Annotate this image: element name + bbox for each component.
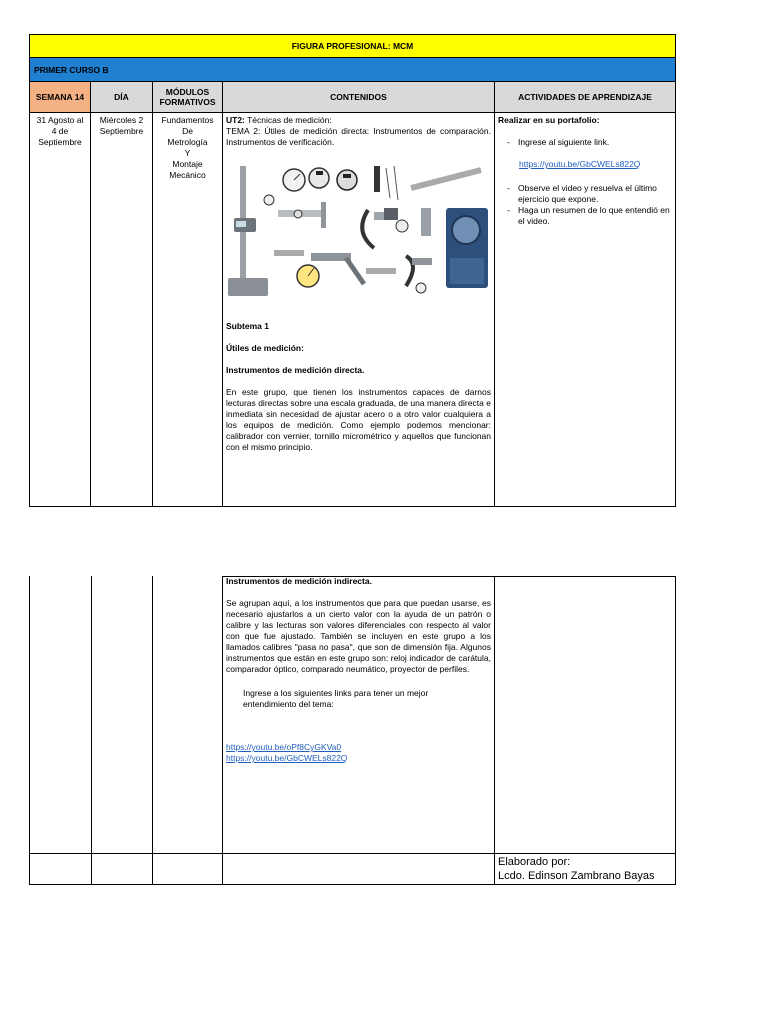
row2-actividades-cell [495,576,676,853]
ut-text: Técnicas de medición: [244,115,332,125]
instruments-illustration [226,158,491,303]
directa-paragraph: En este grupo, que tienen los instrumentos capaces de darnos lecturas directas sobre una escala graduada, de una manera directa e inmediata sin necesidad de ajustar acero o a otro valor cualquiera a los equipos de medición. Como ejemplo podemos mencionar: calibrador con vernier, tornillo micrométrico y aquellos que funcionan con el mismo principio. [226,387,491,452]
footer-contenidos-cell [223,853,495,885]
subtema-text: Subtema 1 [226,321,269,331]
link-2-line [226,753,491,764]
figura-profesional-header [29,34,676,58]
autor-name: Lcdo. Edinson Zambrano Bayas [498,870,655,882]
col-dia [91,82,153,113]
actividad-bullet-1 [498,137,672,148]
curso-text: PRIMER CURSO B [34,64,109,75]
actividad-bullet-1-text: Ingrese al siguiente link. [518,137,610,147]
col-semana-label: SEMANA 14 [35,92,85,102]
curso-header [29,58,676,82]
modulo-line-3: Metrología [167,137,208,147]
row1-contenidos-cell [223,113,495,507]
dia-line-1: Miércoles 2 [99,115,144,125]
row2-semana-cell [29,576,92,853]
footer-dia-cell [91,853,153,885]
fecha-line-2: 4 de [51,126,69,136]
modulo-line-1: Fundamentos [161,115,214,125]
figura-profesional-text: FIGURA PROFESIONAL: MCM [291,41,414,51]
link-1-line [226,742,491,753]
col-dia-label: DÍA [114,92,129,102]
row1-dia-cell [91,113,153,507]
col-modulos [153,82,223,113]
modulo-line-4: Y [184,148,191,158]
modulo-line-5: Montaje [172,159,203,169]
modulo-line-2: De [182,126,193,136]
actividad-bullet-3-text: Haga un resumen de lo que entendió en el video. [518,205,670,226]
modulo-line-6: Mecánico [169,170,206,180]
actividades-intro: Realizar en su portafolio: [498,115,600,125]
actividad-link-line [498,159,672,170]
actividad-bullet-3 [498,205,672,227]
col-modulos-label-2: FORMATIVOS [159,97,216,107]
footer-modulo-cell [153,853,223,885]
col-actividades-label: ACTIVIDADES DE APRENDIZAJE [518,92,652,102]
video-link-1[interactable]: https://youtu.be/oPf8CyGKVa0 [226,742,342,752]
measuring-instruments-image [226,158,491,303]
col-semana [29,82,91,113]
indirecta-paragraph: Se agrupan aquí, a los instrumentos que para que puedan usarse, es necesario ajustarlos a un cierto valor con la ayuda de un patrón o calibre y las lecturas son valores diferenciales con respecto al valor con que fue ajustado. También se incluyen en este grupo a los llamados calibres "pasa no pasa", que son de dimensión fija. Algunos instrumentos que están en este grupo son: reloj indicador de carátula, comparador óptico, comparado neumático, proyector de perfiles. [226,598,491,674]
row1-semana-cell [29,113,91,507]
row2-top-border [223,576,676,577]
ut-label: UT2: [226,115,245,125]
row1-actividades-cell [495,113,676,507]
fecha-line-3: Septiembre [38,137,82,147]
col-contenidos [223,82,495,113]
actividad-bullet-2-text: Observe el video y resuelva el último ejercicio que expone. [518,183,657,204]
actividad-bullet-2 [498,183,672,205]
footer-elaborado-cell [495,853,676,885]
col-contenidos-label: CONTENIDOS [330,92,387,102]
footer-semana-cell [29,853,92,885]
row1-modulo-cell [153,113,223,507]
utiles-text: Útiles de medición: [226,343,304,353]
ingrese-text: Ingrese a los siguientes links para tener un mejor entendimiento del tema: [243,688,429,709]
col-modulos-label-1: MÓDULOS [165,87,210,97]
video-link-2[interactable]: https://youtu.be/GbCWELs822Q [226,753,348,763]
bullet-dash: - [507,205,510,215]
dia-line-2: Septiembre [99,126,144,136]
row2-modulo-cell [153,576,223,853]
bullet-dash: - [507,137,510,147]
indirecta-text: Instrumentos de medición indirecta. [226,576,372,586]
col-actividades [495,82,676,113]
directa-text: Instrumentos de medición directa. [226,365,365,375]
fecha-line-1: 31 Agosto al [36,115,84,125]
row2-contenidos-cell [223,576,495,853]
ut-line [226,115,491,126]
elaborado-label: Elaborado por: [498,856,571,868]
tema-text: TEMA 2: Útiles de medición directa: Instrumentos de comparación. Instrumentos de verificación. [226,126,491,147]
bullet-dash: - [507,183,510,193]
row2-dia-cell [91,576,153,853]
video-link[interactable]: https://youtu.be/GbCWELs822Q [519,159,641,169]
